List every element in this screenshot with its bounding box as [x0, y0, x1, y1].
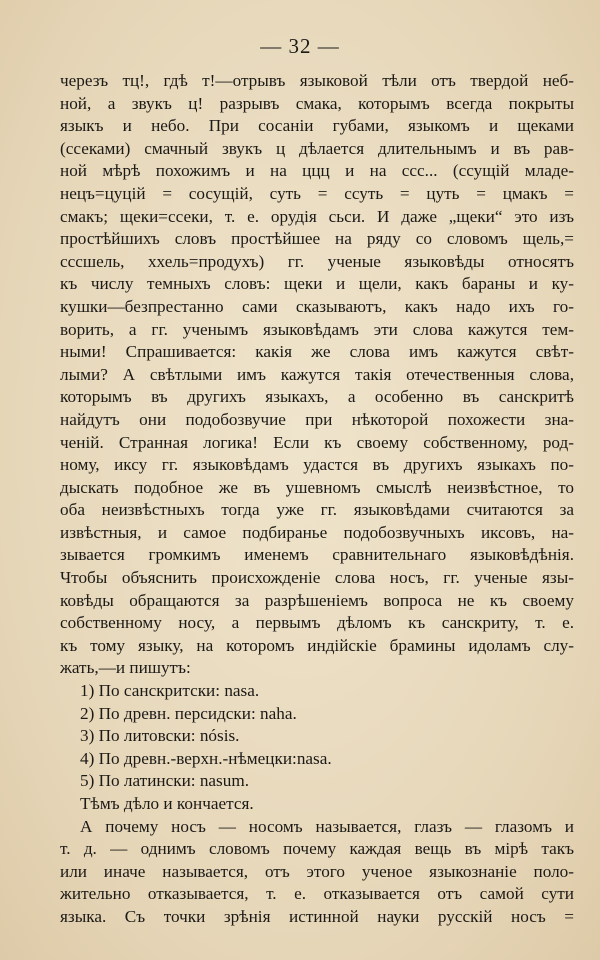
text-line: языкъ и небо. При сосаніи губами, языкомъ и щеками — [60, 116, 574, 136]
text-line: простѣйшихъ словъ простѣйшее на ряду со словомъ щель,= — [60, 229, 574, 249]
text-line: или иначе называется, отъ этого ученое языкознаніе поло- — [60, 861, 574, 881]
text-line: нецъ=цуцій = сосущій, суть = ссуть = цуть = цмакъ = — [60, 183, 574, 203]
text-line: ной мѣрѣ похожимъ и на ццц и на ссс... (ссущій младе- — [60, 161, 574, 181]
text-line: ной, а звукъ ц! разрывъ смака, которымъ всегда покрыты — [60, 93, 574, 113]
page-number: — 32 — — [260, 34, 340, 58]
text-line: жительно отказывается, т. е. отказывается отъ самой сути — [60, 884, 574, 904]
text-line: т. д. — однимъ словомъ почему каждая вещь въ мірѣ такъ — [60, 839, 574, 859]
text-line: черезъ тц!, гдѣ т!—отрывъ языковой тѣли отъ твердой неб- — [60, 71, 574, 90]
text-line: къ тому языку, на которомъ индійскіе брамины идоламъ слу- — [60, 635, 574, 655]
page-body — [60, 70, 574, 929]
text-line: кушки—безпрестанно сами сказываютъ, какъ надо ихъ го- — [60, 296, 574, 316]
text-line: оба неизвѣстныхъ тогда уже гг. языковѣдами считаются за — [60, 500, 574, 520]
text-line: смакъ; щеки=ссеки, т. е. орудія сьси. И даже „щеки“ это изъ — [60, 206, 574, 226]
text-line: ченій. Странная логика! Если къ своему собственному, род- — [60, 432, 574, 452]
text-line: ными! Спрашивается: какія же слова имъ кажутся свѣт- — [60, 342, 574, 362]
list-item: 2) По древн. персидски: naha. — [80, 703, 297, 723]
text-line: языка. Съ точки зрѣнія истинной науки русскій носъ = — [60, 906, 574, 926]
text-line: къ числу темныхъ словъ: щеки и щели, какъ бараны и ку- — [60, 274, 574, 294]
text-line: Чтобы объяснить происхожденіе слова носъ, гг. ученые язы- — [60, 568, 574, 588]
text-line: (ссеками) смачный звукъ ц дѣлается длительнымъ и въ рав- — [60, 138, 574, 158]
text-line: А почему носъ — носомъ называется, глазъ — глазомъ и — [80, 816, 574, 836]
text-line: зывается громкимъ именемъ сравнительнаго языковѣдѣнія. — [60, 545, 574, 565]
text-line: найдутъ они подобозвучие при нѣкоторой похожести зна- — [60, 409, 574, 429]
transliteration-list — [60, 680, 574, 816]
text-line: дыскать подобное же въ ушевномъ смыслѣ неизвѣстное, то — [60, 477, 574, 497]
list-item: 1) По санскритски: nasa. — [80, 681, 260, 701]
list-item: 5) По латински: nasum. — [80, 771, 250, 791]
paragraph-2 — [60, 816, 574, 929]
text-line: ворить, а гг. ученымъ языковѣдамъ эти слова кажутся тем- — [60, 319, 574, 339]
list-item: 4) По древн.-верхн.-нѣмецки:nasa. — [80, 748, 332, 768]
text-line: извѣстныя, и самое подбиранье подобозвучныхъ иксовъ, на- — [60, 522, 574, 542]
text-line: сссшель, ххель=продухъ) гг. ученые языковѣды относятъ — [60, 251, 574, 271]
list-item: 3) По литовски: nósis. — [80, 726, 240, 746]
text-line: лыми? А свѣтлыми имъ кажутся такія отечественныя слова, — [60, 364, 574, 384]
text-line: жать,—и пишутъ: — [60, 658, 191, 678]
list-item: Тѣмъ дѣло и кончается. — [80, 794, 254, 813]
text-line: которымъ въ другихъ языкахъ, а особенно въ санскритѣ — [60, 387, 574, 407]
text-line: собственному носу, а первымъ дѣломъ къ санскриту, т. е. — [60, 613, 574, 633]
paragraph-1 — [60, 70, 574, 680]
text-line: ному, иксу гг. языковѣдамъ удастся въ другихъ языкахъ по- — [60, 455, 574, 475]
text-line: ковѣды обращаются за разрѣшеніемъ вопроса не къ своему — [60, 590, 574, 610]
